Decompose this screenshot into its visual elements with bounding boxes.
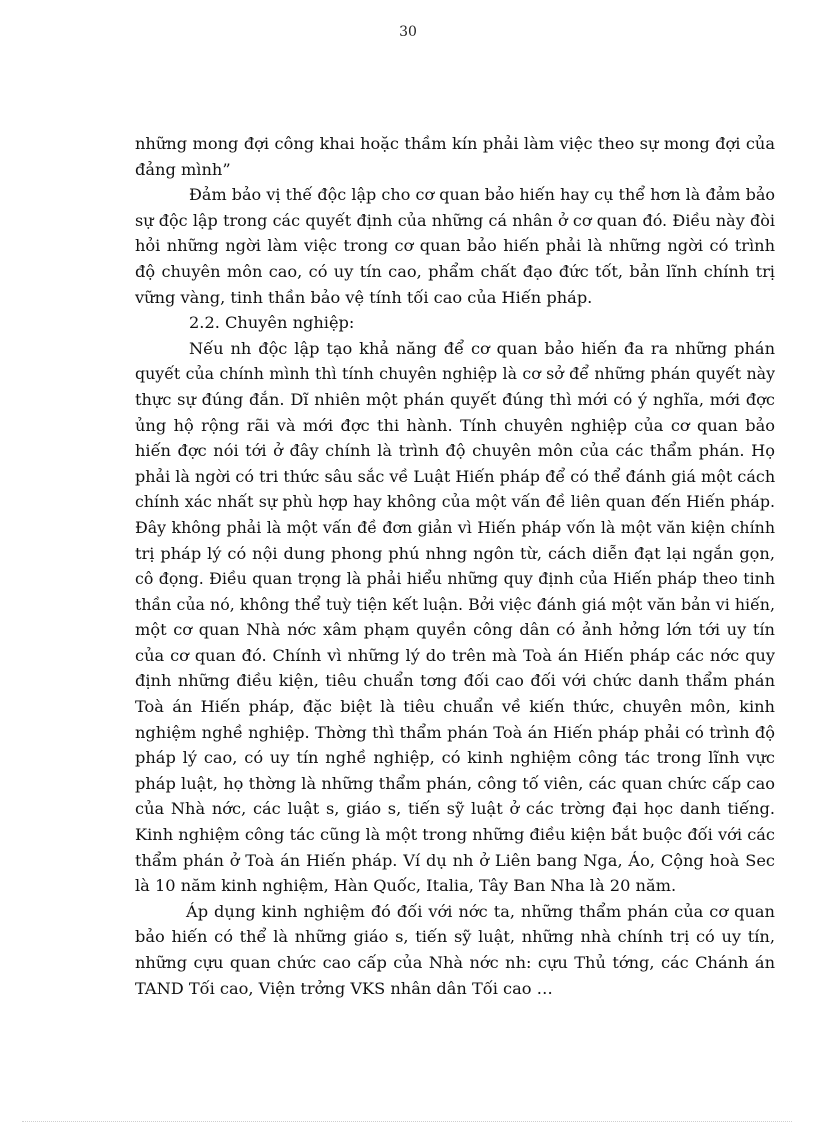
text-line: TAND Tối cao, Viện trởng VKS nhân dân Tối cao … (135, 978, 553, 998)
text-line: những mong đợi công khai hoặc thầm kín phải làm việc theo sự mong đợi của (135, 134, 775, 153)
text-line: Đảm bảo vị thế độc lập cho cơ quan bảo hiến hay cụ thể hơn là đảm bảo (189, 185, 775, 205)
body-text (135, 131, 775, 1001)
text-line: cô đọng. Điều quan trọng là phải hiểu những quy định của Hiến pháp theo tinh (135, 569, 775, 589)
text-line: của cơ quan đó. Chính vì những lý do trên mà Toà án Hiến pháp các nớc quy (135, 645, 775, 665)
text-line: độ chuyên môn cao, có uy tín cao, phẩm chất đạo đức tốt, bản lĩnh chính trị (135, 261, 775, 281)
page-number: 30 (399, 24, 417, 40)
text-line: đảng mình” (135, 159, 231, 179)
text-line: nghiệm nghề nghiệp. Thờng thì thẩm phán Toà án Hiến pháp phải có trình độ (135, 722, 775, 742)
text-line: thực sự đúng đắn. Dĩ nhiên một phán quyết đúng thì mới có ý nghĩa, mới đợc (135, 389, 775, 409)
text-line: pháp lý cao, có uy tín nghề nghiệp, có kinh nghiệm công tác trong lĩnh vực (135, 748, 775, 768)
text-line: của Nhà nớc, các luật s, giáo s, tiến sỹ luật ở các trờng đại học danh tiếng. (135, 799, 775, 819)
text-line: thần của nó, không thể tuỳ tiện kết luận. Bởi việc đánh giá một văn bản vi hiến, (135, 594, 775, 614)
text-line: phải là ngời có tri thức sâu sắc về Luật Hiến pháp để có thể đánh giá một cách (135, 466, 776, 486)
text-line: một cơ quan Nhà nớc xâm phạm quyền công dân có ảnh hởng lớn tới uy tín (135, 620, 775, 640)
text-line: Nếu nh độc lập tạo khả năng để cơ quan bảo hiến đa ra những phán (189, 338, 775, 358)
text-line: chính xác nhất sự phù hợp hay không của một vấn đề liên quan đến Hiến pháp. (135, 492, 775, 512)
section-heading: 2.2. Chuyên nghiệp: (189, 313, 355, 333)
text-line: Kinh nghiệm công tác cũng là một trong những điều kiện bắt buộc đối với các (135, 825, 775, 845)
text-line: những cựu quan chức cao cấp của Nhà nớc nh: cựu Thủ tớng, các Chánh án (135, 953, 775, 972)
text-line: định những điều kiện, tiêu chuẩn tơng đối cao đối với chức danh thẩm phán (135, 671, 775, 691)
text-line: Toà án Hiến pháp, đặc biệt là tiêu chuẩn về kiến thức, chuyên môn, kinh (135, 697, 775, 717)
text-line: sự độc lập trong các quyết định của những cá nhân ở cơ quan đó. Điều này đòi (135, 210, 775, 230)
text-line: quyết của chính mình thì tính chuyên nghiệp là cơ sở để những phán quyết này (135, 364, 775, 384)
text-line: pháp luật, họ thờng là những thẩm phán, công tố viên, các quan chức cấp cao (135, 773, 775, 793)
text-line: Đây không phải là một vấn đề đơn giản vì Hiến pháp vốn là một văn kiện chính (135, 517, 775, 537)
text-line: ủng hộ rộng rãi và mới đợc thi hành. Tính chuyên nghiệp của cơ quan bảo (135, 415, 775, 435)
text-line: hiến đợc nói tới ở đây chính là trình độ chuyên môn của các thẩm phán. Họ (135, 441, 775, 461)
text-line: bảo hiến có thể là những giáo s, tiến sỹ luật, những nhà chính trị có uy tín, (135, 927, 775, 947)
footer-divider (22, 1121, 792, 1122)
text-line: vững vàng, tinh thần bảo vệ tính tối cao của Hiến pháp. (135, 287, 593, 307)
text-line: thẩm phán ở Toà án Hiến pháp. Ví dụ nh ở Liên bang Nga, Áo, Cộng hoà Sec (135, 850, 775, 870)
text-line: Áp dụng kinh nghiệm đó đối với nớc ta, những thẩm phán của cơ quan (186, 901, 775, 921)
text-line: hỏi những ngời làm việc trong cơ quan bảo hiến phải là những ngời có trình (135, 236, 775, 256)
text-line: là 10 năm kinh nghiệm, Hàn Quốc, Italia, Tây Ban Nha là 20 năm. (135, 876, 677, 896)
text-line: trị pháp lý có nội dung phong phú nhng ngôn từ, cách diễn đạt lại ngắn gọn, (135, 543, 775, 563)
